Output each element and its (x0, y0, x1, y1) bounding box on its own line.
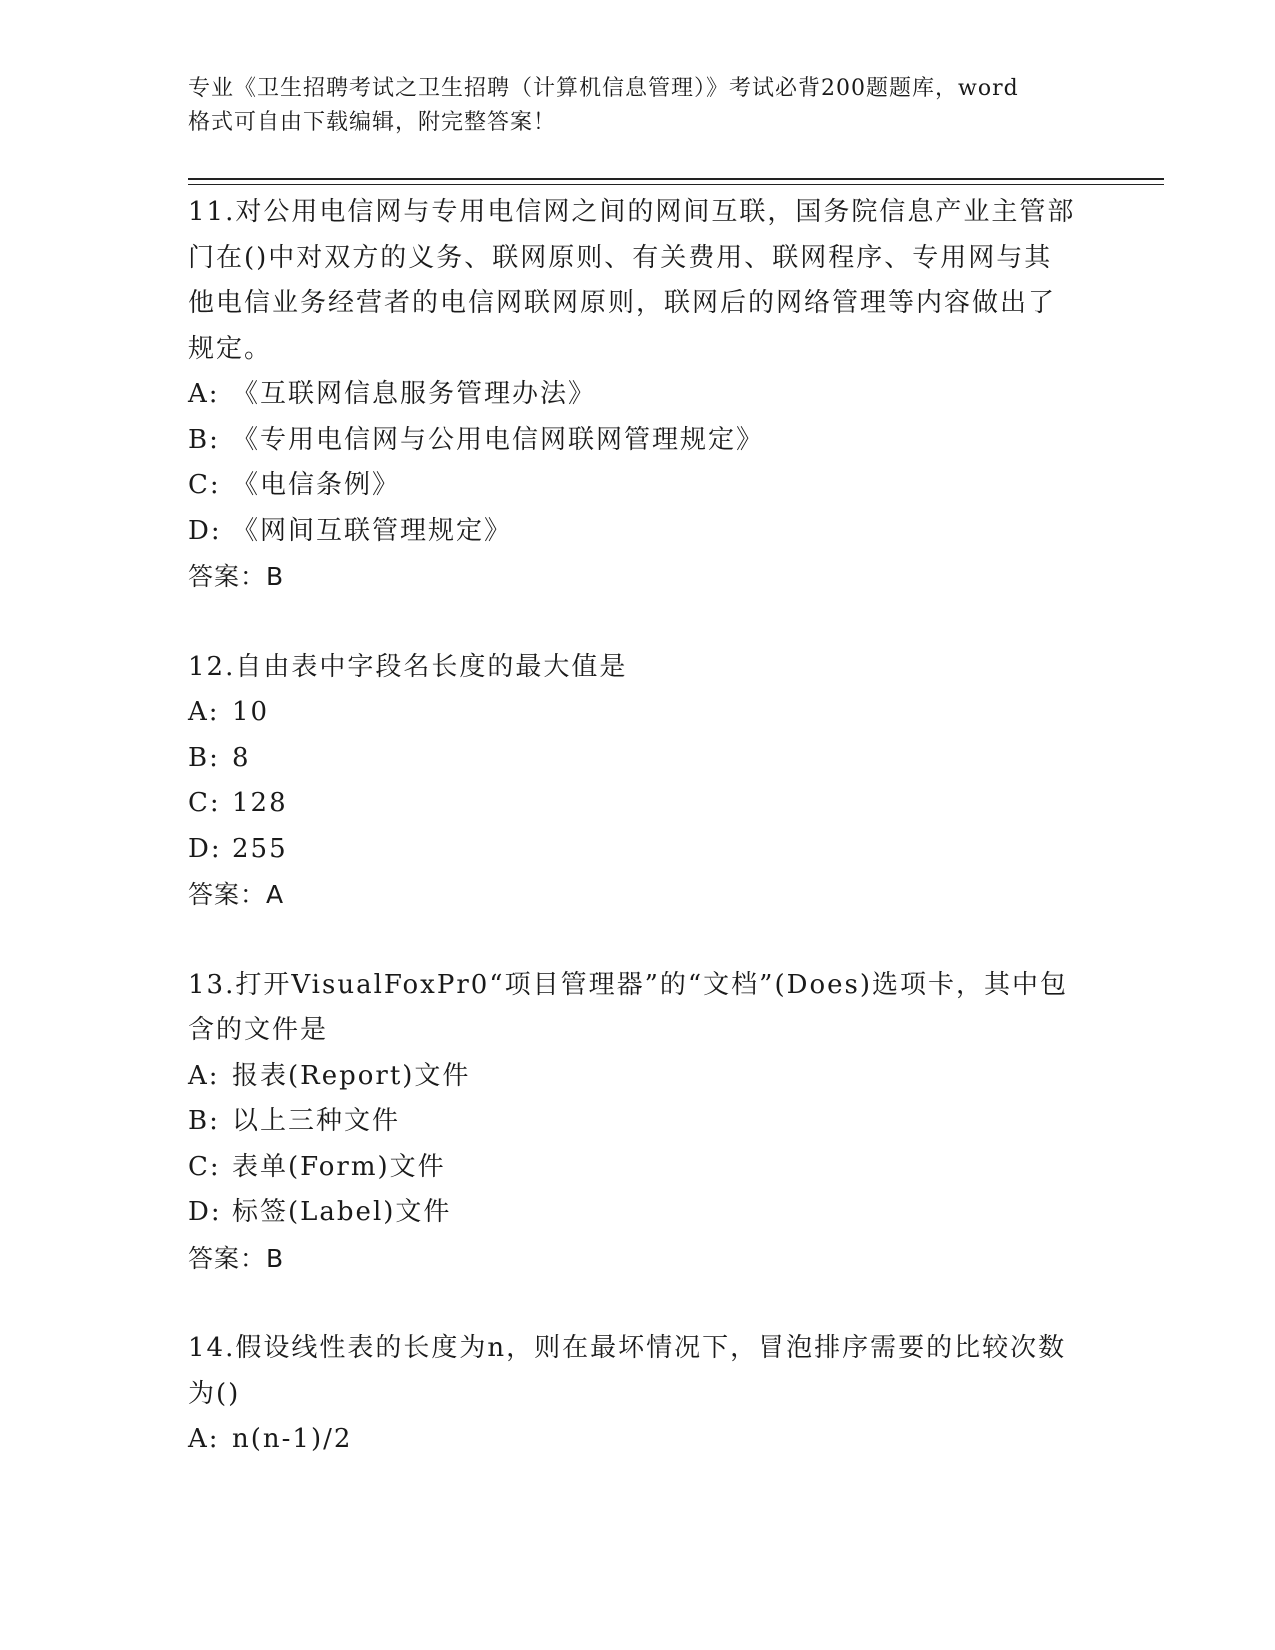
option-d (188, 509, 1088, 555)
option-key: A: (188, 1424, 220, 1454)
option-text: 《电信条例》 (232, 470, 401, 500)
option-text: n(n-1)/2 (232, 1424, 353, 1454)
answer-line: 答案：B (188, 562, 285, 591)
option-text: 《互联网信息服务管理办法》 (232, 379, 597, 409)
option-text: 《网间互联管理规定》 (232, 515, 513, 546)
option-a (188, 372, 1088, 418)
header-title-line-1: 专业《卫生招聘考试之卫生招聘（计算机信息管理）》考试必背200题题库，word (188, 76, 1019, 101)
option-key: C: (188, 470, 221, 500)
option-d (188, 1190, 1088, 1236)
option-d (188, 827, 1088, 873)
header-title-line-2: 格式可自由下载编辑，附完整答案！ (188, 110, 557, 135)
option-text: 标签(Label)文件 (232, 1197, 452, 1227)
option-key: A: (188, 1060, 220, 1091)
option-c (188, 463, 1088, 509)
question-stem: 12.自由表中字段名长度的最大值是 (188, 651, 628, 682)
header-divider-thin (188, 184, 1164, 185)
question-stem: 14.假设线性表的长度为n，则在最坏情况下，冒泡排序需要的比较次数为() (188, 1333, 1067, 1409)
option-text: 《专用电信网与公用电信网联网管理规定》 (232, 424, 765, 455)
option-a (188, 1417, 1088, 1463)
question-13 (188, 963, 1088, 1282)
option-text: 报表(Report)文件 (232, 1060, 471, 1091)
option-key: B: (188, 424, 220, 455)
option-key: D: (188, 833, 222, 864)
option-b (188, 736, 1088, 782)
header-divider-thick (188, 178, 1164, 180)
question-list (188, 190, 1088, 1508)
option-key: D: (188, 1197, 222, 1227)
option-text: 255 (232, 833, 288, 864)
option-text: 以上三种文件 (232, 1106, 401, 1136)
option-key: D: (188, 515, 222, 546)
question-11 (188, 190, 1088, 600)
option-a (188, 690, 1088, 736)
option-key: C: (188, 788, 221, 818)
option-text: 128 (232, 788, 288, 818)
option-c (188, 781, 1088, 827)
question-14 (188, 1326, 1088, 1463)
option-b (188, 1099, 1088, 1145)
option-c (188, 1145, 1088, 1191)
answer-line: 答案：A (188, 880, 285, 909)
question-12 (188, 645, 1088, 918)
option-b (188, 418, 1088, 464)
option-key: A: (188, 697, 220, 727)
option-key: C: (188, 1151, 221, 1182)
option-text: 10 (232, 697, 270, 727)
option-text: 表单(Form)文件 (232, 1151, 446, 1182)
option-a (188, 1054, 1088, 1100)
option-text: 8 (232, 742, 251, 773)
answer-line: 答案：B (188, 1243, 285, 1273)
document-header (188, 72, 1088, 140)
option-key: B: (188, 742, 220, 773)
question-stem: 13.打开VisualFoxPr0“项目管理器”的“文档”(Does)选项卡，其中包含的文件是 (188, 969, 1068, 1045)
option-key: A: (188, 379, 220, 409)
question-stem: 11.对公用电信网与专用电信网之间的网间互联，国务院信息产业主管部门在()中对双方的义务、联网原则、有关费用、联网程序、专用网与其他电信业务经营者的电信网联网原则，联网后的网络管理等内容做出了规定。 (188, 197, 1076, 364)
option-key: B: (188, 1106, 220, 1136)
